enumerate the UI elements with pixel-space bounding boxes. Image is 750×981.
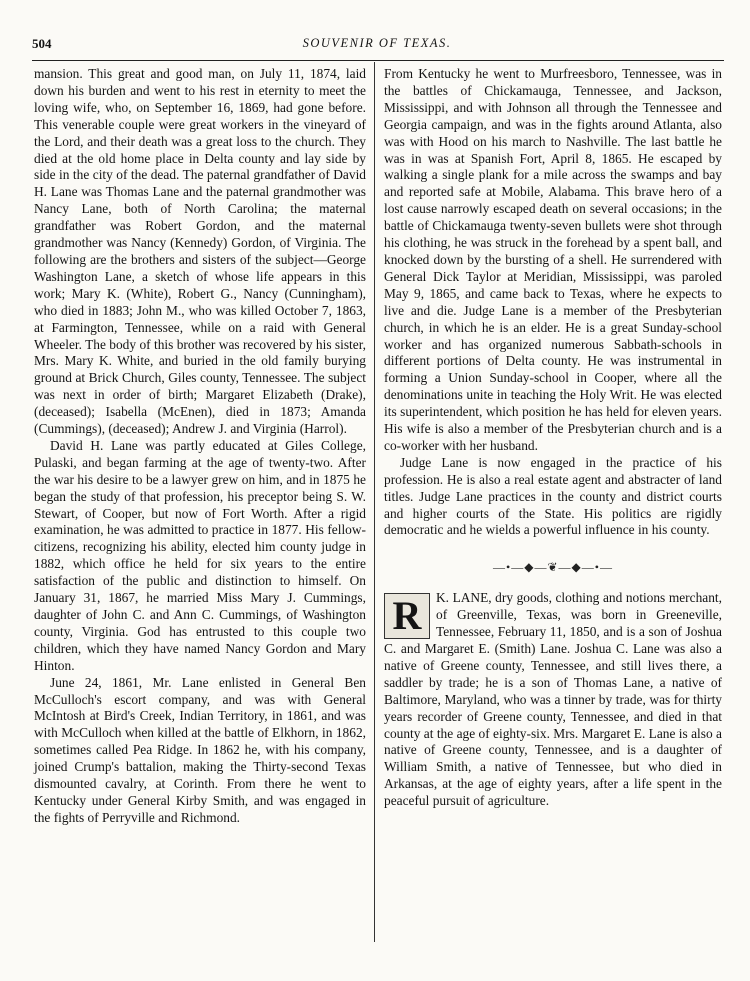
column-divider xyxy=(374,62,375,942)
paragraph: K. LANE, dry goods, clothing and notions merchant, of Greenville, Texas, was born in Greeneville, Tennessee, February 11, 1850, and is a son of Joshua C. and Margaret E. (Smith) Lane. Joshua C. Lane was also a native of Greene county, Tennessee, and still lives there, a saddler by trade; he is a son of Thomas Lane, a native of Baltimore, Maryland, who was a tinner by trade, was for thirty years recorder of Greene county, Tennessee, and died in that county at the age of eighty-six. Mrs. Margaret E. Lane is also a native of Greene county, Tennessee, and is a daughter of William Smith, a native of Tennessee, but who died in Arkansas, at the age of eighty years, after a life spent in the peaceful pursuit of agriculture. xyxy=(384,590,722,809)
left-column xyxy=(34,66,366,827)
biography-entry xyxy=(384,590,722,810)
header-rule xyxy=(32,60,724,61)
page-header xyxy=(32,36,722,56)
paragraph: From Kentucky he went to Murfreesboro, Tennessee, was in the battles of Chickamauga, Tennessee, and Jackson, Mississippi, and with Johnson all through the Tennessee and Georgia campaign, and was in the fights around Atlanta, also was with Hood on his march to Nashville. The last battle he was in was at Spanish Fort, April 8, 1865. He escaped by walking a single plank for a mile across the swamps and bay and reported safe at Mobile, Alabama. This brave hero of a lost cause narrowly escaped death on several occasions; in the battle of Chickamauga twenty-seven bullets were shot through his clothing, he was struck in the forehead by a spent ball, and knocked down by the bursting of a shell. He surrendered with General Dick Taylor at Meridian, Mississippi, was paroled May 9, 1865, and came back to Texas, where he expects to live and die. Judge Lane is a member of the Presbyterian church, in which he is an elder. He is a great Sunday-school worker and has organized numerous Sabbath-schools in different portions of Delta county. He was instrumental in forming a Union Sunday-school in Cooper, where all the denominations unite in teaching the Holy Writ. He was elected its superintendent, which position he has held for eleven years. His wife is also a member of the Presbyterian church and is a co-worker with her husband. xyxy=(384,66,722,453)
running-title: SOUVENIR OF TEXAS. xyxy=(302,36,452,50)
drop-cap-initial: R xyxy=(384,593,430,639)
paragraph: David H. Lane was partly educated at Giles College, Pulaski, and began farming at the age of twenty-two. After the war his desire to be a lawyer grew on him, and in 1875 he began the study of that profession, his preceptor being S. W. Stewart, of Cooper, but now of Fort Worth. After a rigid examination, he was admitted to practice in 1877. His fellow-citizens, recognizing his ability, elected him county judge in 1882, which office he held for six years to the entire satisfaction of the public and distinction to himself. On January 31, 1867, he married Miss Mary J. Cummings, daughter of John C. and Ann C. Cummings, of Washington county, Virginia. God has entrusted to this couple two children, which they have named Nancy Gordon and Mary Hinton. xyxy=(34,437,366,673)
page-number: 504 xyxy=(32,36,52,51)
section-ornament: —•—◆—❦—◆—•— xyxy=(493,560,613,575)
paragraph: Judge Lane is now engaged in the practice of his profession. He is also a real estate agent and abstracter of land titles. Judge Lane practices in the county and district courts and higher courts of the State. His politics are rigidly democratic and he wields a powerful influence in his county. xyxy=(384,454,722,538)
right-column xyxy=(384,66,722,810)
paragraph: June 24, 1861, Mr. Lane enlisted in General Ben McCulloch's escort company, and was with General McIntosh at Bird's Creek, Indian Territory, in 1861, and was with McCulloch when killed at the battle of Elkhorn, in 1862, sometimes called Pea Ridge. In 1862 he, with his company, joined Crump's battalion, making the Thirty-second Texas dismounted cavalry, at Corinth. From there he went to Kentucky under General Kirby Smith, and was engaged in the fights of Perryville and Richmond. xyxy=(34,674,366,825)
paragraph: mansion. This great and good man, on July 11, 1874, laid down his burden and went to his rest in eternity to meet the loving wife, who, on September 16, 1869, had gone before. This venerable couple were great workers in the vineyard of the Lord, and their death was a great loss to the church. They died at the old home place in Delta county and lay side by side in the city of the dead. The paternal grandfather of David H. Lane was Thomas Lane and the paternal grandmother was Nancy Lane, both of North Carolina; the maternal grandfather was Robert Gordon, and the maternal grandmother was Nancy (Kennedy) Gordon, of Virginia. The following are the brothers and sisters of the subject—George Washington Lane, a sketch of whose life appears in this work; Mary K. (White), Robert G., Nancy (Cunningham), who died in 1883; John M., who was killed October 7, 1863, at Farmington, Tennessee, while on a raid with General Wheeler. The body of this brother was recovered by his sister, Mrs. Mary K. White, and buried in the old family burying ground at Brick Church, Giles county, Tennessee. The subject was next in order of birth; Margaret Elizabeth (Drake), (deceased); Isabella (McEnen), died in 1873; Amanda (Cummings), (deceased); Andrew J. and Virginia (Harrol). xyxy=(34,66,366,437)
